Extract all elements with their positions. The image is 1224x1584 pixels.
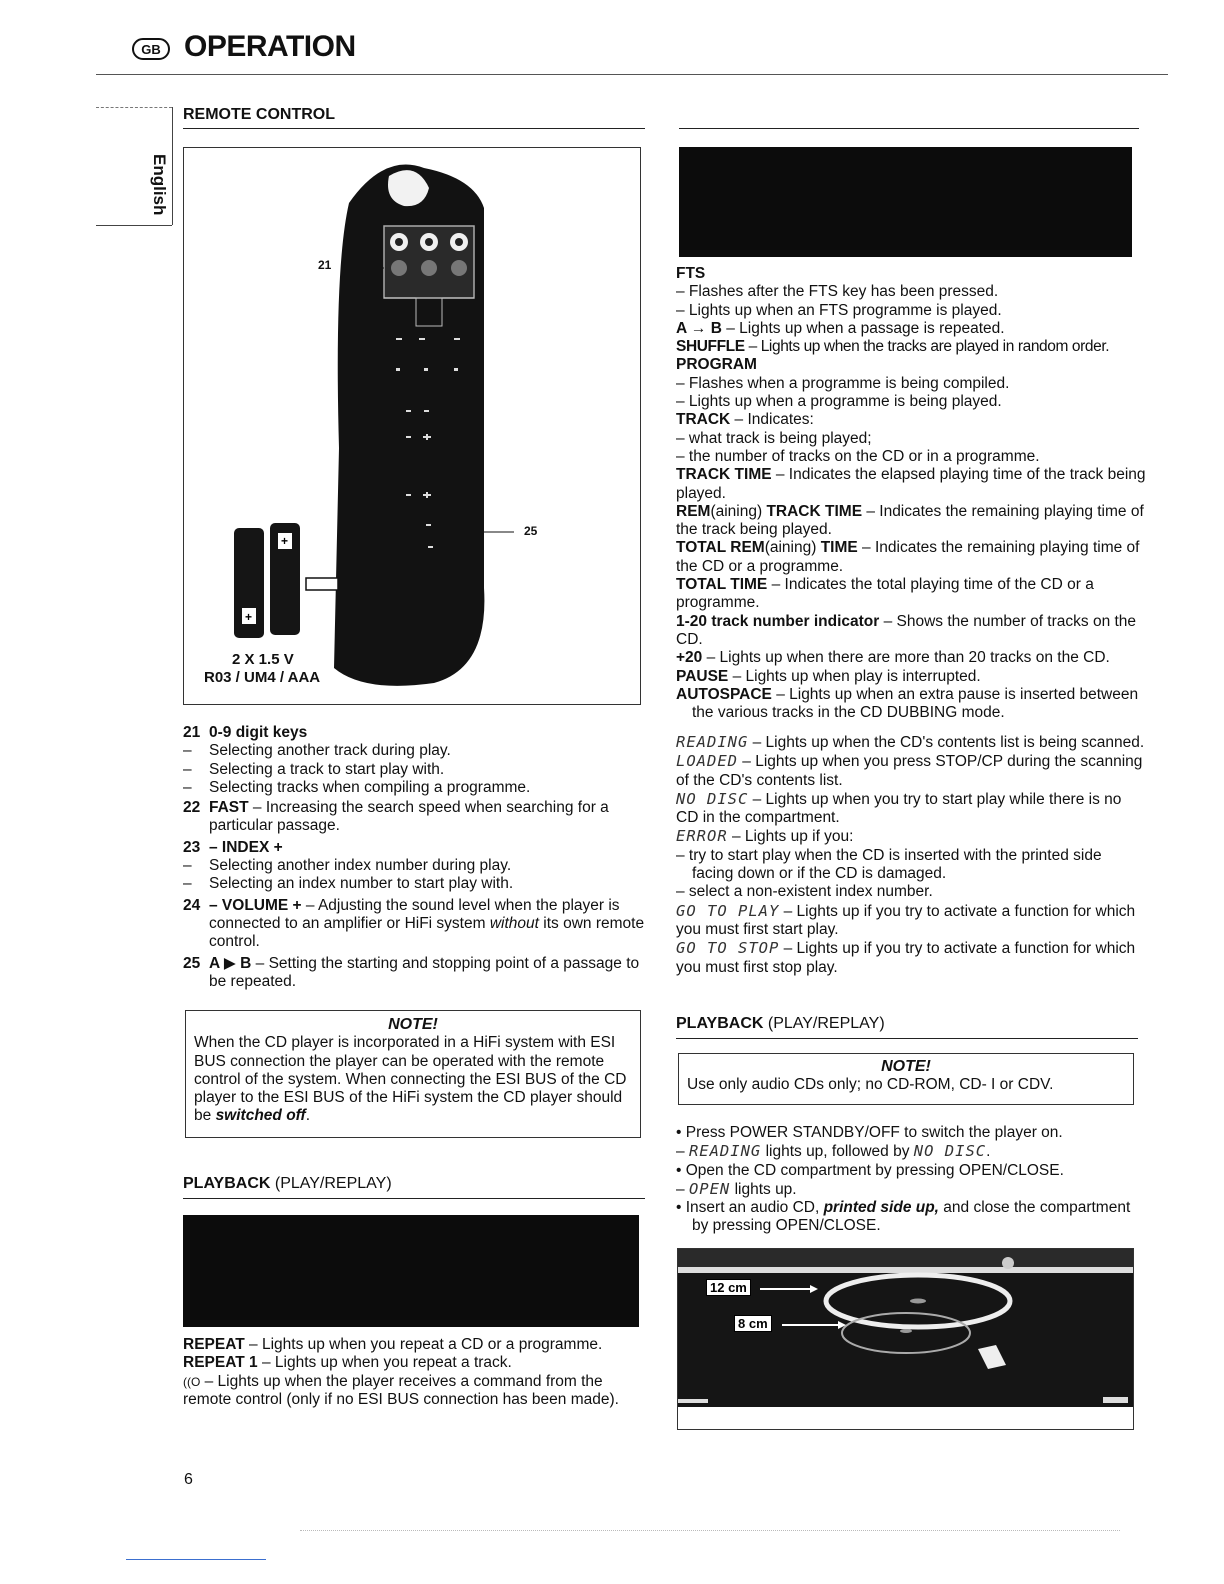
rem-track-time-indicator: REM(aining) TRACK TIME – Indicates the remaining playing time of the track being played. xyxy=(676,502,1144,539)
remote-indicator: ((O – Lights up when the player receives a command from the remote control (only if no ESI BUS connection has been made). xyxy=(183,1372,619,1408)
display-indicators-left xyxy=(183,1336,645,1409)
display-messages xyxy=(676,733,1146,977)
program-title: PROGRAM xyxy=(676,356,757,374)
list-item: – Selecting another track during play. xyxy=(183,742,451,760)
display-image-panel-top xyxy=(679,147,1132,257)
cd-12cm-label: 12 cm xyxy=(706,1279,751,1296)
playback-heading-right: PLAYBACK (PLAY/REPLAY) xyxy=(676,1015,885,1032)
note-title: NOTE! xyxy=(881,1058,931,1075)
list-item: – select a non-existent index number. xyxy=(676,883,933,901)
playback-heading-rule-left xyxy=(183,1198,645,1199)
list-item: – Lights up when a programme is being played. xyxy=(676,393,1002,411)
esi-bus-note xyxy=(185,1010,641,1138)
key-22: 22 FAST – Increasing the search speed when searching for a particular passage. xyxy=(183,799,609,835)
list-item: – Flashes when a programme is being compiled. xyxy=(676,374,1010,392)
side-tab-border xyxy=(172,107,173,225)
language-badge: GB xyxy=(132,38,170,60)
list-item: – Selecting another index number during play. xyxy=(183,857,512,875)
list-item: – the number of tracks on the CD or in a programme. xyxy=(676,447,1040,465)
go-to-stop-message: GO TO STOP – Lights up if you try to activate a function for which you must first stop play. xyxy=(676,939,1136,976)
list-item: – Selecting tracks when compiling a programme. xyxy=(183,778,531,796)
repeat1-indicator: REPEAT 1 – Lights up when you repeat a track. xyxy=(183,1354,512,1372)
page-title: OPERATION xyxy=(184,30,356,63)
fts-title: FTS xyxy=(676,265,706,282)
display-image-panel xyxy=(183,1215,639,1327)
shuffle-indicator: SHUFFLE – Lights up when the tracks are played in random order. xyxy=(676,338,1110,356)
list-item: – try to start play when the CD is inserted with the printed side facing down or if the CD is damaged. xyxy=(676,846,1102,883)
pause-indicator: PAUSE – Lights up when play is interrupted. xyxy=(676,667,981,685)
step-open: • Open the CD compartment by pressing OPEN/CLOSE. xyxy=(676,1161,1064,1179)
header-divider xyxy=(96,74,1168,75)
step-insert: • Insert an audio CD, printed side up, and close the compartment by pressing OPEN/CLOSE. xyxy=(676,1199,1131,1235)
side-tab-bottom-border xyxy=(96,225,172,226)
no-disc-message: NO DISC – Lights up when you try to start play while there is no CD in the compartment. xyxy=(676,789,1122,827)
list-item: – Selecting a track to start play with. xyxy=(183,760,445,778)
key-23: 23 – INDEX + xyxy=(183,838,283,856)
repeat-indicator: REPEAT – Lights up when you repeat a CD or a programme. xyxy=(183,1336,603,1353)
cd-tray-illustration xyxy=(678,1249,1133,1429)
callout-25: 25 xyxy=(524,524,538,538)
cd-tray-image xyxy=(677,1248,1134,1430)
playback-heading-left: PLAYBACK (PLAY/REPLAY) xyxy=(183,1175,392,1192)
autospace-indicator: AUTOSPACE – Lights up when an extra pause is inserted between the various tracks in the CD DUBBING mode. xyxy=(676,685,1139,722)
footer-noise-line xyxy=(300,1530,1120,1531)
battery-spec: 2 X 1.5 V xyxy=(232,651,294,668)
track-number-indicator: 1-20 track number indicator – Shows the number of tracks on the CD. xyxy=(676,612,1137,648)
loaded-message: LOADED – Lights up when you press STOP/CP during the scanning of the CD's contents list. xyxy=(676,752,1143,789)
note-title: NOTE! xyxy=(388,1016,438,1033)
note-text: Use only audio CDs only; no CD-ROM, CD- I or CDV. xyxy=(687,1076,1054,1094)
battery-plus-top: + xyxy=(281,534,289,548)
remote-control-heading: REMOTE CONTROL xyxy=(183,106,335,123)
ab-indicator: A → B – Lights up when a passage is repeated. xyxy=(676,319,1005,337)
total-rem-time-indicator: TOTAL REM(aining) TIME – Indicates the remaining playing time of the CD or a programme. xyxy=(676,539,1140,575)
display-indicators-right xyxy=(676,265,1146,722)
go-to-play-message: GO TO PLAY – Lights up if you try to activate a function for which you must first start play. xyxy=(676,901,1136,938)
list-item: – Flashes after the FTS key has been pressed. xyxy=(676,283,999,301)
reading-message: READING – Lights up when the CD's contents list is being scanned. xyxy=(676,733,1145,751)
step-open-display: – OPEN lights up. xyxy=(676,1179,797,1198)
right-top-rule xyxy=(679,128,1139,129)
battery-type: R03 / UM4 / AAA xyxy=(204,669,321,686)
callout-21: 21 xyxy=(318,258,332,272)
track-time-indicator: TRACK TIME – Indicates the elapsed playing time of the track being played. xyxy=(676,466,1146,502)
step-power: • Press POWER STANDBY/OFF to switch the player on. xyxy=(676,1124,1063,1141)
list-item: – Selecting an index number to start play with. xyxy=(183,875,514,893)
list-item: – what track is being played; xyxy=(676,429,872,447)
playback-steps xyxy=(676,1124,1146,1236)
key-21: 21 0-9 digit keys xyxy=(183,724,308,741)
cd-type-note xyxy=(678,1053,1134,1105)
footer-line xyxy=(126,1559,266,1560)
page-number: 6 xyxy=(184,1471,193,1488)
playback-heading-rule-right xyxy=(676,1038,1138,1039)
cd-8cm-label: 8 cm xyxy=(734,1315,772,1332)
key-25: 25 A ▶ B – Setting the starting and stopping point of a passage to be repeated. xyxy=(183,954,640,990)
remote-keys-list xyxy=(183,724,645,991)
step-reading: – READING lights up, followed by NO DISC. xyxy=(676,1142,991,1161)
key-24: 24 – VOLUME + – Adjusting the sound level when the player is connected to an amplifier or HiFi system without its own remote control. xyxy=(183,896,645,951)
track-indicator: TRACK – Indicates: xyxy=(676,411,814,429)
side-tab-top-border xyxy=(96,107,172,108)
remote-control-figure xyxy=(183,147,641,705)
battery-plus-bottom: + xyxy=(245,610,253,624)
remote-control-illustration xyxy=(184,148,639,703)
note-text: When the CD player is incorporated in a HiFi system with ESI BUS connection the player can be operated with the remote control of the system. When connecting the ESI BUS of the CD player to the ESI BUS of the HiFi system the CD player should be switched off. xyxy=(194,1034,627,1125)
error-message: ERROR – Lights up if you: xyxy=(676,827,854,846)
list-item: – Lights up when an FTS programme is played. xyxy=(676,301,1002,319)
plus20-indicator: +20 – Lights up when there are more than 20 tracks on the CD. xyxy=(676,649,1110,667)
language-side-tab: English xyxy=(150,154,169,216)
total-time-indicator: TOTAL TIME – Indicates the total playing time of the CD or a programme. xyxy=(676,576,1094,612)
remote-heading-rule xyxy=(183,128,645,129)
